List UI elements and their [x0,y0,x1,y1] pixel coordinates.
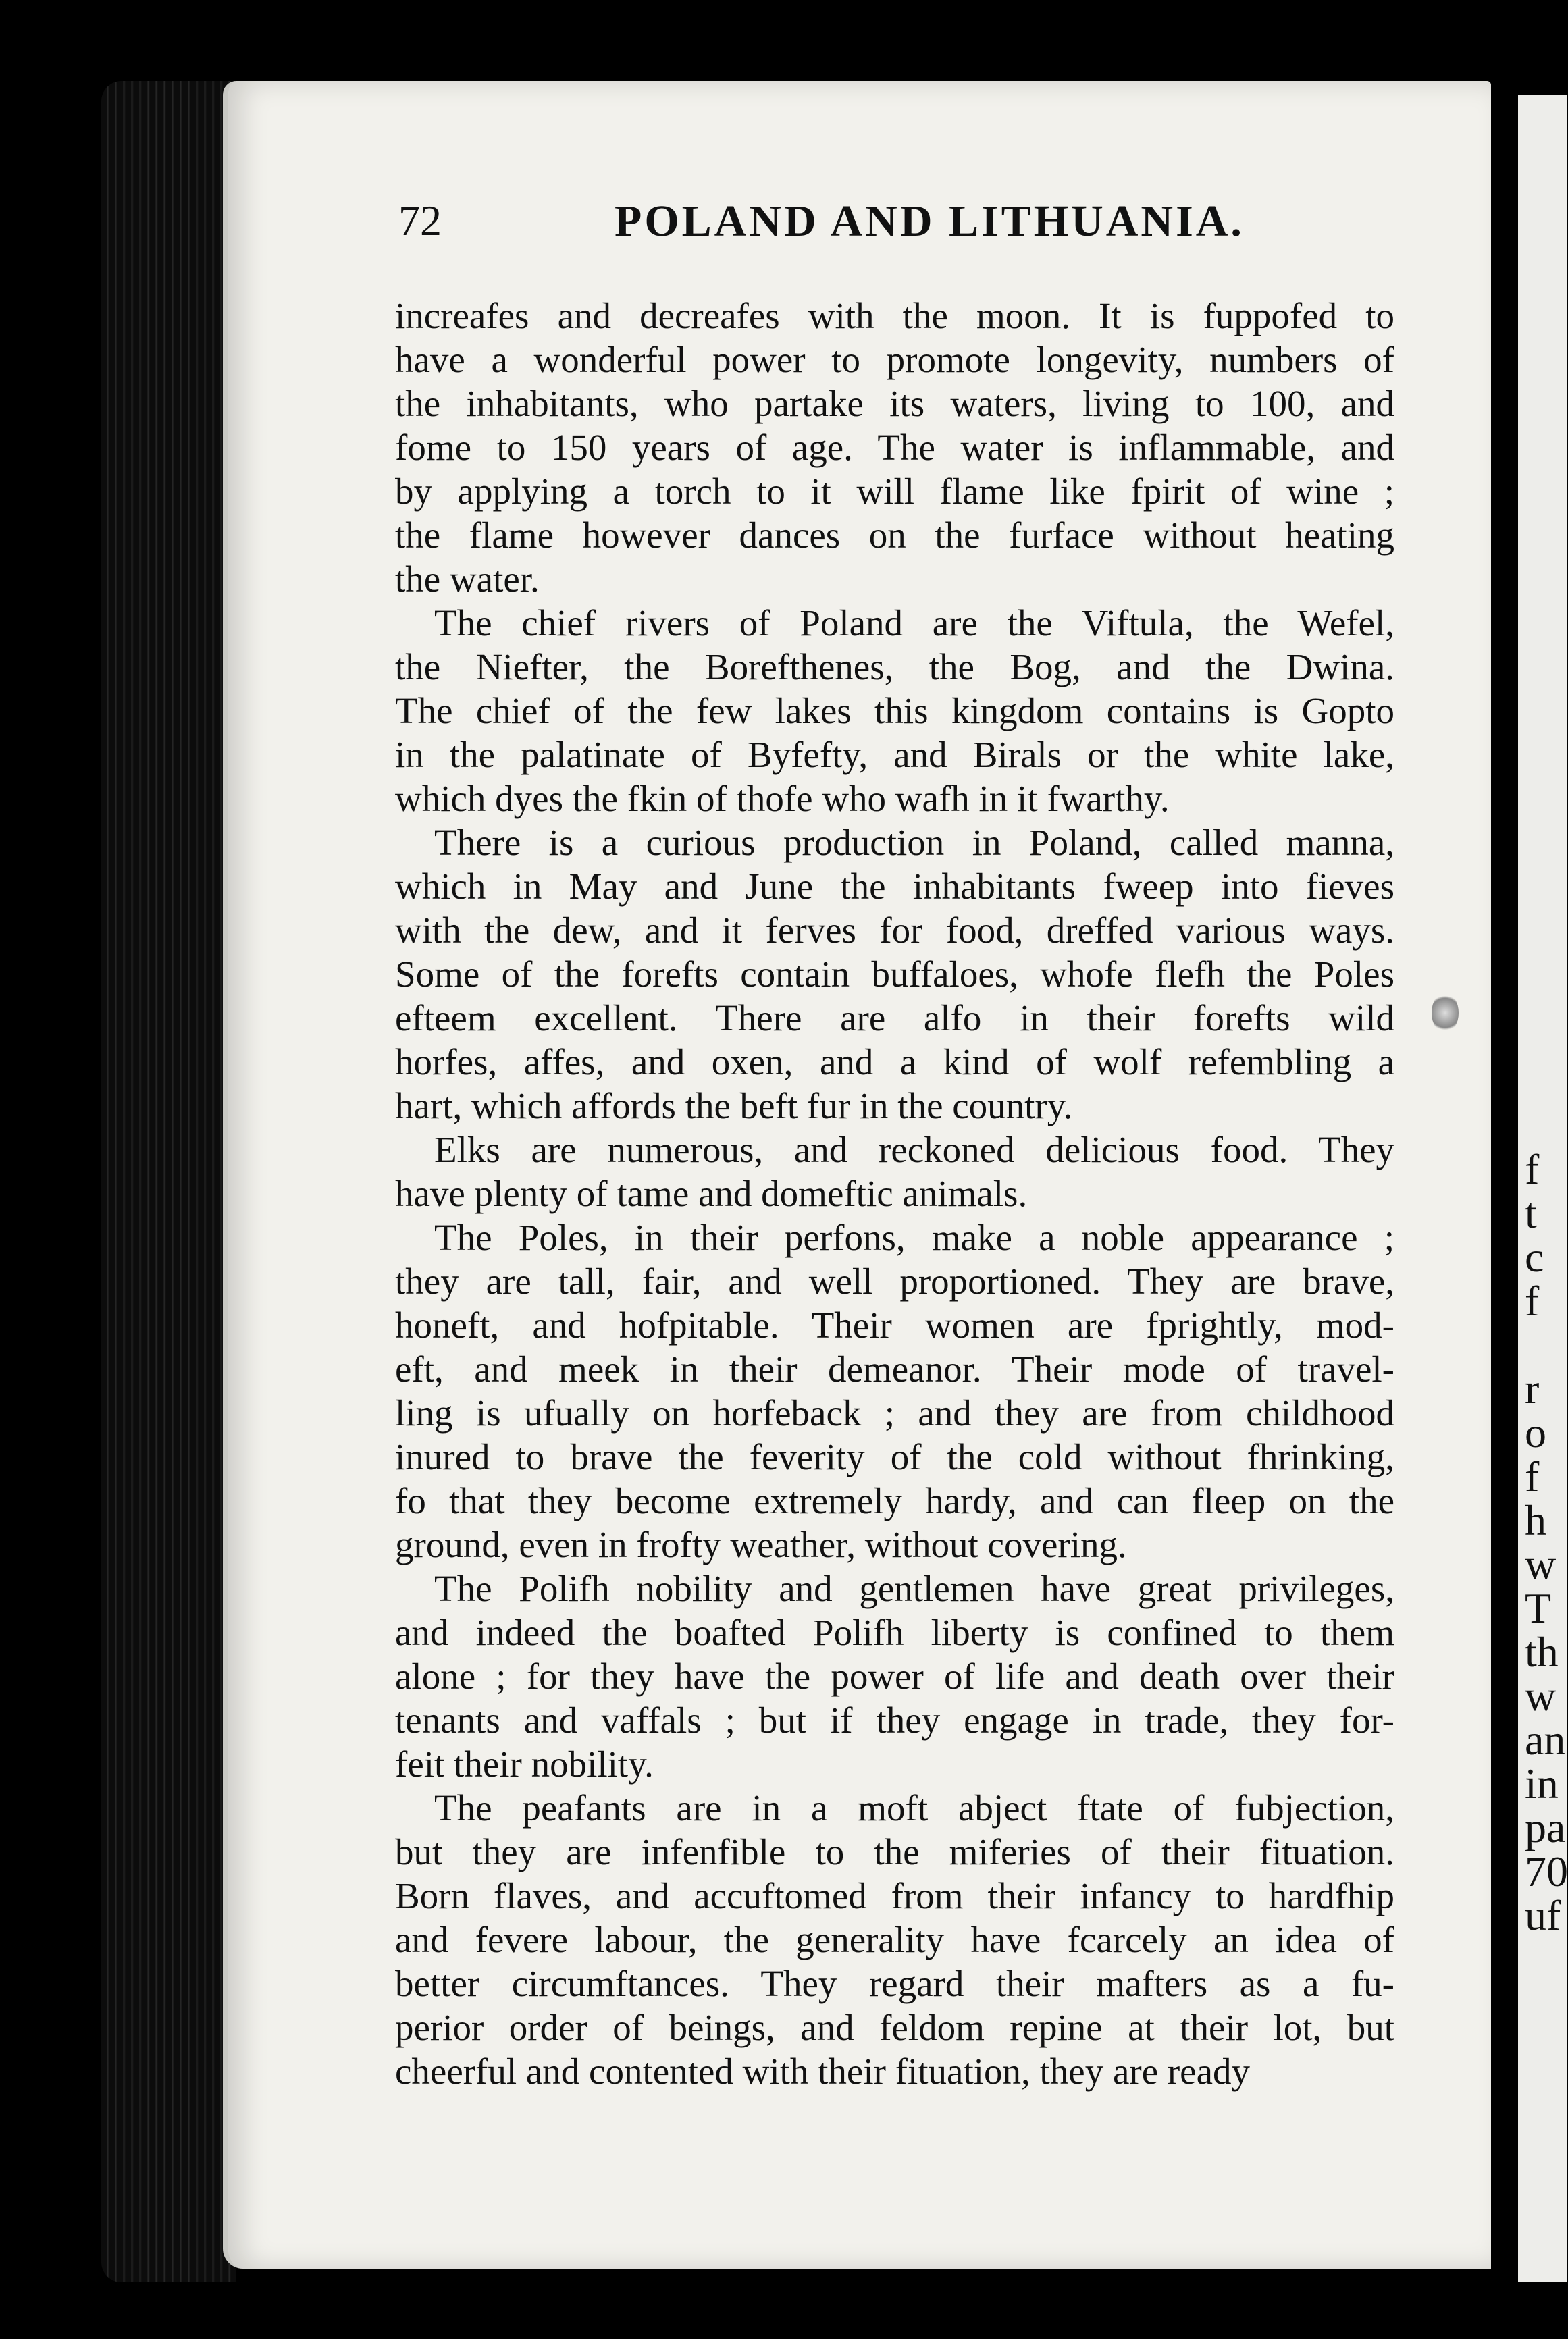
page-header [398,196,1276,257]
adjacent-page-letter: o [1525,1409,1546,1456]
text-line: inured to brave the feverity of the cold without fhrinking, [395,1436,1394,1477]
text-line: and indeed the boafted Polifh liberty is confined to them [395,1612,1394,1653]
adjacent-page-letter: an [1525,1716,1566,1764]
adjacent-page-edge [1506,95,1567,2282]
text-line: the Niefter, the Borefthenes, the Bog, and the Dwina. [395,646,1394,687]
adjacent-page-letter: w [1525,1672,1557,1720]
text-line: honeft, and hofpitable. Their women are fprightly, mod- [395,1305,1394,1346]
text-line: the flame however dances on the furface without heating [395,515,1394,556]
text-line: The Polifh nobility and gentlemen have great privileges, [434,1568,1394,1609]
text-line: horfes, affes, and oxen, and a kind of wolf refembling a [395,1041,1394,1082]
text-line: by applying a torch to it will flame like fpirit of wine ; [395,471,1394,512]
adjacent-page-letter: w [1525,1540,1557,1588]
text-line: have a wonderful power to promote longevity, numbers of [395,339,1394,380]
paragraph [395,1786,1394,2093]
adjacent-page-letter: th [1525,1628,1559,1676]
adjacent-page-letter: 70 [1525,1847,1568,1895]
text-line: with the dew, and it ferves for food, dreffed various ways. [395,910,1394,951]
adjacent-page-letter: in [1525,1760,1559,1808]
text-line: the water. [395,558,540,600]
text-line: increafes and decreafes with the moon. It is fuppofed to [395,295,1394,336]
text-line: they are tall, fair, and well proportioned. They are brave, [395,1261,1394,1302]
text-line: The chief of the few lakes this kingdom contains is Gopto [395,690,1394,731]
text-line: Born flaves, and accuftomed from their infancy to hardfhip [395,1875,1394,1916]
paragraph [395,820,1394,1128]
text-line: and fevere labour, the generality have fcarcely an idea of [395,1919,1394,1960]
text-line: perior order of beings, and feldom repine at their lot, but [395,2007,1394,2048]
paragraph [395,1128,1394,1215]
text-line: cheerful and contented with their fituation, they are ready [395,2051,1250,2092]
body-text [395,294,1394,2093]
text-line: fo that they become extremely hardy, and can fleep on the [395,1480,1394,1521]
text-line: feit their nobility. [395,1743,654,1785]
running-title: POLAND AND LITHUANIA. [615,196,1245,246]
text-line: in the palatinate of Byfefty, and Birals or the white lake, [395,734,1394,775]
text-line: alone ; for they have the power of life and death over their [395,1656,1394,1697]
adjacent-page-letter: f [1525,1145,1540,1193]
paragraph [395,1567,1394,1786]
adjacent-page-letter: pa [1525,1804,1566,1851]
paragraph [395,294,1394,601]
text-line: Some of the forefts contain buffaloes, whofe flefh the Poles [395,953,1394,995]
text-line: Elks are numerous, and reckoned delicious food. They [434,1129,1394,1170]
text-line: tenants and vaffals ; but if they engage in trade, they for- [395,1700,1394,1741]
text-line: which in May and June the inhabitants fweep into fieves [395,866,1394,907]
text-line: ground, even in frofty weather, without covering. [395,1524,1127,1565]
text-line: better circumftances. They regard their mafters as a fu- [395,1963,1394,2004]
adjacent-page-letter: h [1525,1496,1546,1544]
text-line: but they are infenfible to the miferies of their fituation. [395,1831,1394,1872]
text-line: The peafants are in a moft abject ftate of fubjection, [434,1787,1394,1829]
book-fore-edge [101,81,236,2282]
text-line: ling is ufually on horfeback ; and they are from childhood [395,1392,1394,1434]
text-line: The chief rivers of Poland are the Viftula, the Wefel, [434,602,1394,643]
text-line: efteem excellent. There are alfo in their forefts wild [395,997,1394,1039]
text-line: the inhabitants, who partake its waters, living to 100, and [395,383,1394,424]
adjacent-page-letter: c [1525,1233,1544,1281]
page-number: 72 [398,196,442,244]
adjacent-page-letter: f [1525,1277,1540,1325]
adjacent-page-letter: uf [1525,1891,1561,1939]
text-line: fome to 150 years of age. The water is inflammable, and [395,427,1394,468]
adjacent-page-letter: t [1525,1189,1537,1237]
adjacent-page-letter: T [1525,1584,1552,1632]
text-line: which dyes the fkin of thofe who wafh in it fwarthy. [395,778,1170,819]
paragraph [395,1215,1394,1567]
paper-stain [1432,993,1459,1033]
text-line: eft, and meek in their demeanor. Their mode of travel- [395,1348,1394,1390]
text-line: have plenty of tame and domeftic animals. [395,1173,1028,1214]
text-line: The Poles, in their perfons, make a noble appearance ; [434,1217,1394,1258]
text-line: hart, which affords the beft fur in the country. [395,1085,1073,1126]
paragraph [395,601,1394,820]
text-line: There is a curious production in Poland, called manna, [434,822,1394,863]
adjacent-page-letter: f [1525,1452,1540,1500]
adjacent-page-letter: r [1525,1365,1540,1413]
